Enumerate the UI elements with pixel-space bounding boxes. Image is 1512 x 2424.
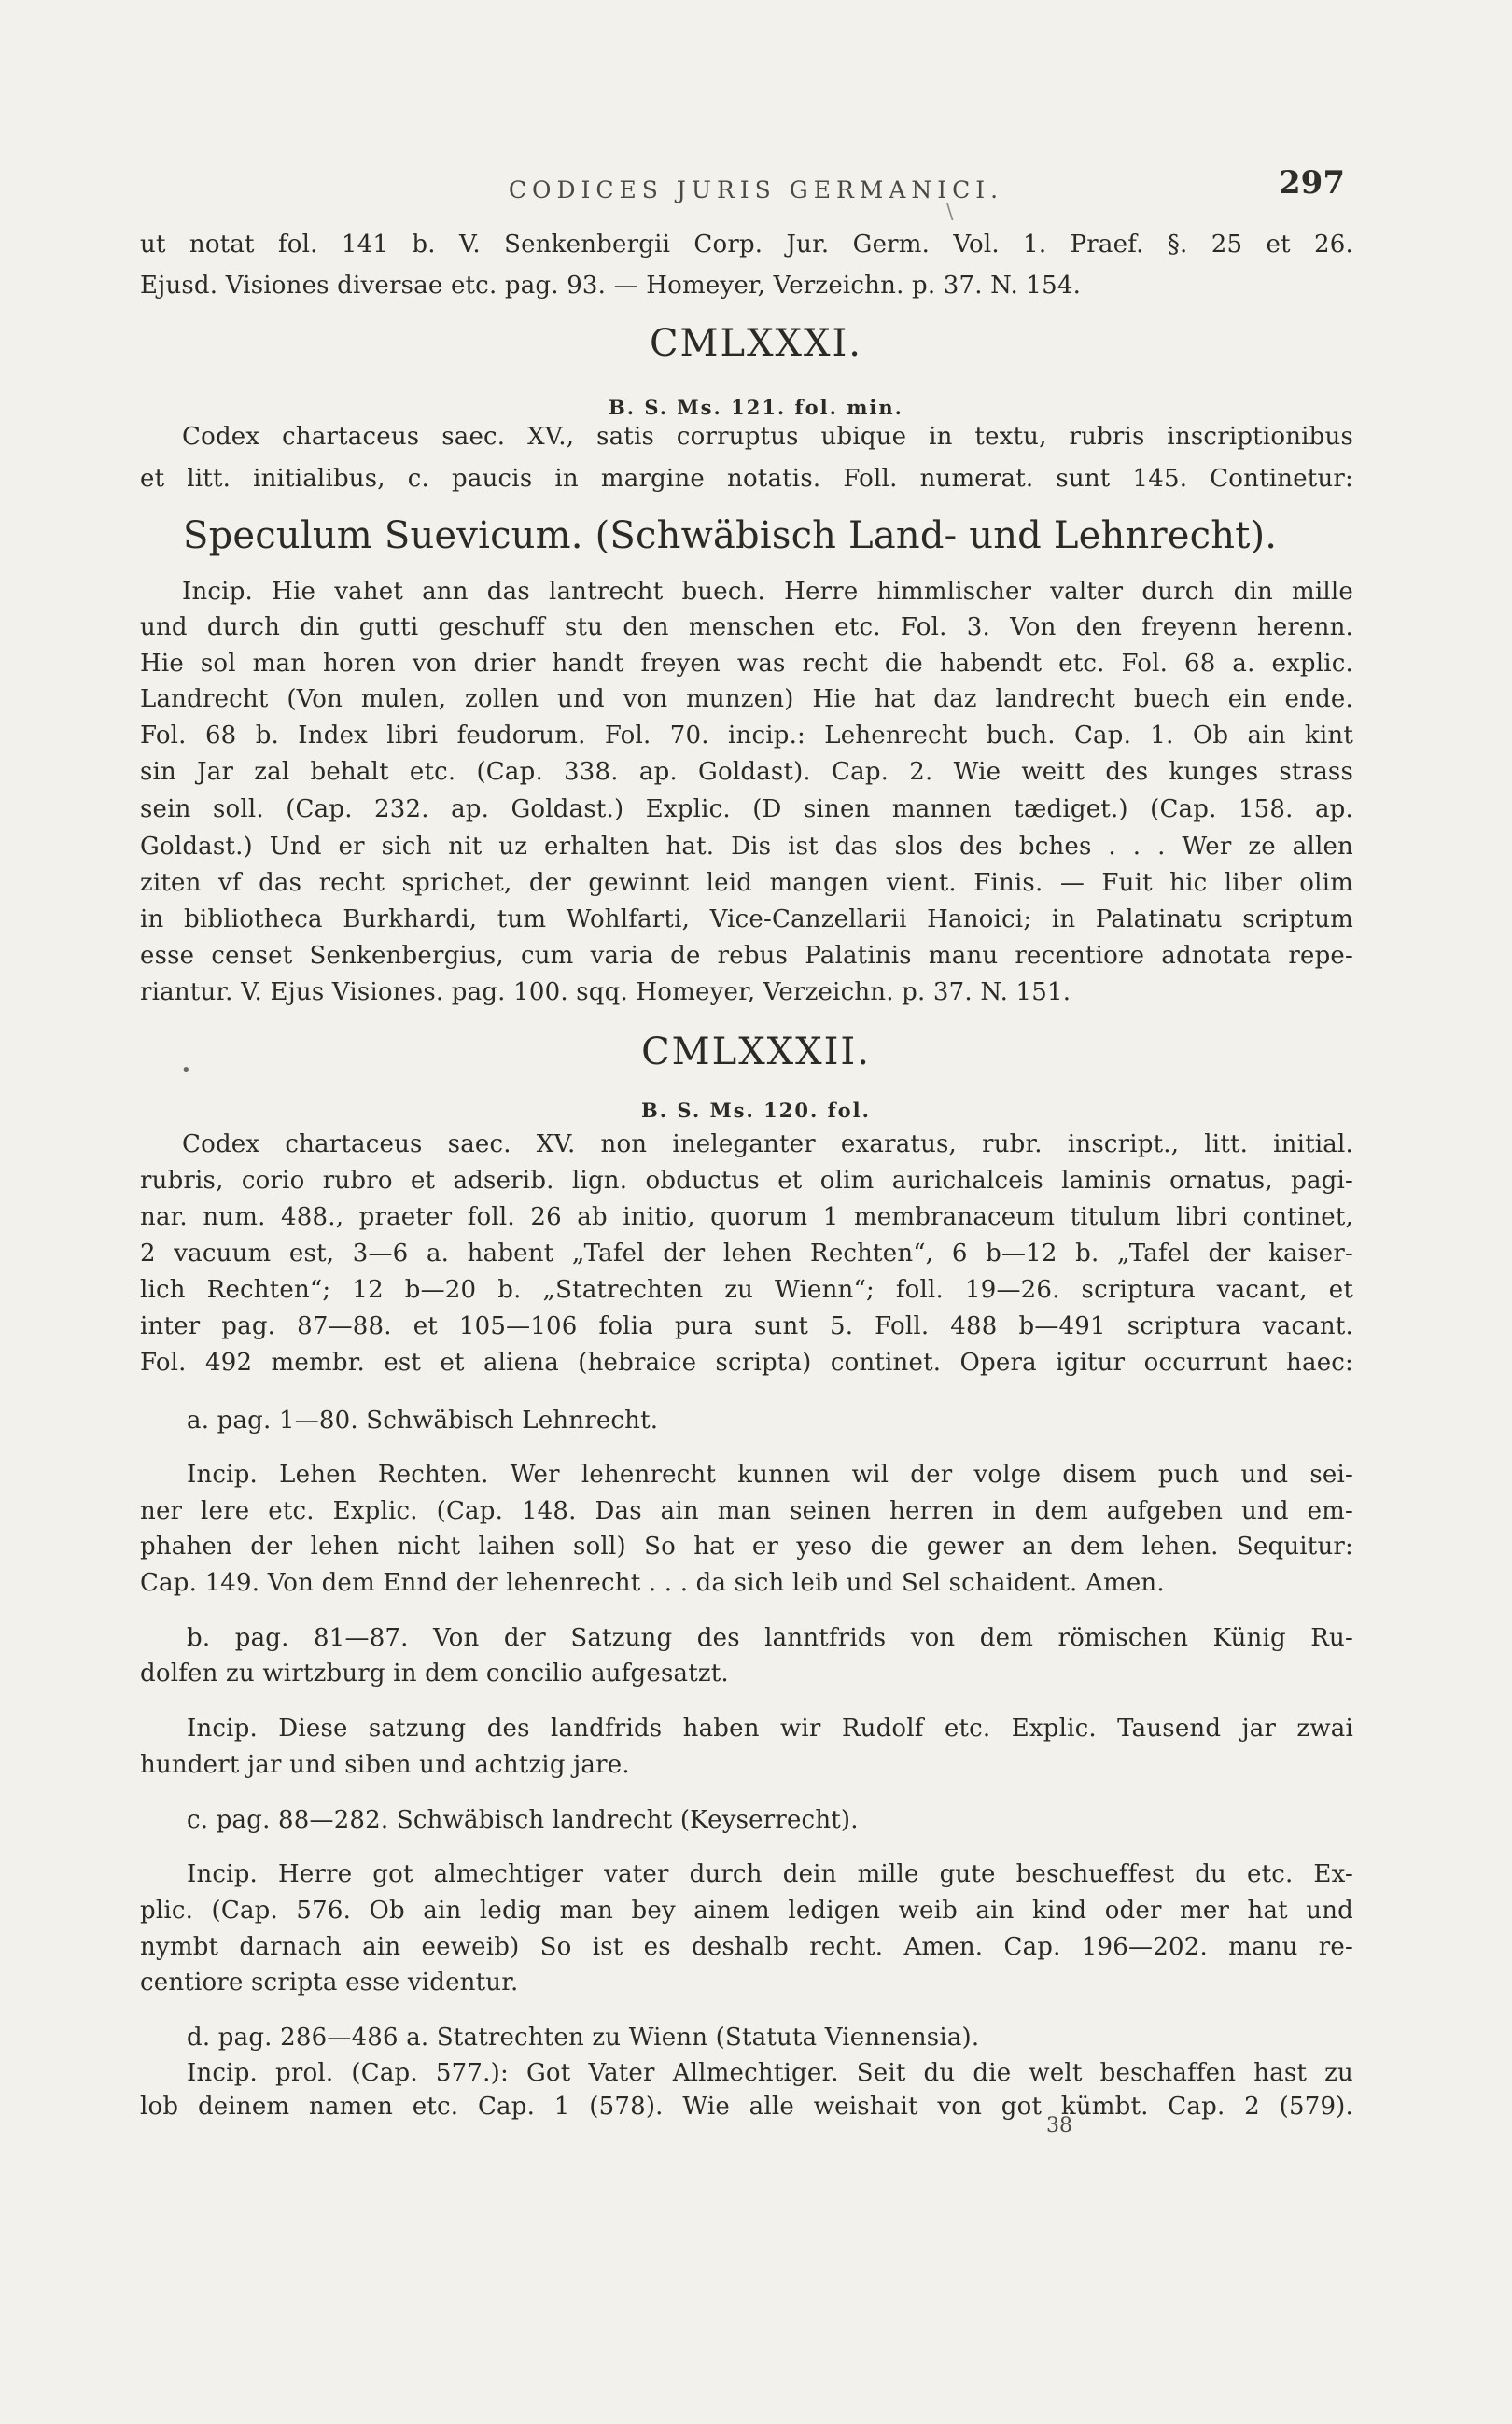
entry-number: CMLXXXII. xyxy=(641,1030,871,1073)
section-heading: a. pag. 1—80. Schwäbisch Lehnrecht. xyxy=(187,1407,659,1435)
description-line: nar. num. 488., praeter foll. 26 ab initio, quorum 1 membranaceum titulum libri continet, xyxy=(140,1203,1353,1231)
text-line: Hie sol man horen von drier handt freyen was recht die habendt etc. Fol. 68 a. explic. xyxy=(140,650,1353,678)
text-line: Fol. 68 b. Index libri feudorum. Fol. 70. incip.: Lehenrecht buch. Cap. 1. Ob ain kint xyxy=(140,722,1353,750)
section-line: Incip. prol. (Cap. 577.): Got Vater Allmechtiger. Seit du die welt beschaffen hast zu xyxy=(187,2059,1353,2087)
section-line: lob deinem namen etc. Cap. 1 (578). Wie alle weishait von got kümbt. Cap. 2 (579). xyxy=(140,2093,1353,2121)
section-line: ner lere etc. Explic. (Cap. 148. Das ain man seinen herren in dem aufgeben und em- xyxy=(140,1497,1353,1525)
text-line: und durch din gutti geschuff stu den menschen etc. Fol. 3. Von den freyenn herenn. xyxy=(140,613,1353,641)
page-number: 297 xyxy=(1279,164,1345,202)
section-line: nymbt darnach ain eeweib) So ist es deshalb recht. Amen. Cap. 196—202. manu re- xyxy=(140,1933,1353,1961)
section-line: phahen der lehen nicht laihen soll) So hat er yeso die gewer an dem lehen. Sequitur: xyxy=(140,1533,1353,1561)
text-line: sin Jar zal behalt etc. (Cap. 338. ap. Goldast). Cap. 2. Wie weitt des kunges strass xyxy=(140,758,1353,786)
section-heading: c. pag. 88—282. Schwäbisch landrecht (Keyserrecht). xyxy=(187,1806,859,1834)
section-heading: b. pag. 81—87. Von der Satzung des lanntfrids von dem römischen Künig Ru- xyxy=(187,1624,1353,1652)
entry-number: CMLXXXI. xyxy=(649,322,863,365)
description-line: Fol. 492 membr. est et aliena (hebraice scripta) continet. Opera igitur occurrunt haec: xyxy=(140,1349,1353,1377)
section-line: Incip. Lehen Rechten. Wer lehenrecht kunnen wil der volge disem puch und sei- xyxy=(187,1461,1353,1489)
section-line: Cap. 149. Von dem Ennd der lehenrecht . . . da sich leib und Sel schaident. Amen. xyxy=(140,1569,1165,1597)
section-line: hundert jar und siben und achtzig jare. xyxy=(140,1751,630,1779)
intro-line: Ejusd. Visiones diversae etc. pag. 93. — Homeyer, Verzeichn. p. 37. N. 154. xyxy=(140,272,1082,300)
description-line: Codex chartaceus saec. XV., satis corruptus ubique in textu, rubris inscriptionibus xyxy=(182,423,1353,451)
section-line: Incip. Diese satzung des landfrids haben wir Rudolf etc. Explic. Tausend jar zwai xyxy=(187,1715,1353,1743)
section-line: plic. (Cap. 576. Ob ain ledig man bey ainem ledigen weib ain kind oder mer hat und xyxy=(140,1897,1353,1925)
text-line: esse censet Senkenbergius, cum varia de rebus Palatinis manu recentiore adnotata repe- xyxy=(140,942,1353,970)
description-line: Codex chartaceus saec. XV. non ineleganter exaratus, rubr. inscript., litt. initial. xyxy=(182,1130,1353,1158)
description-line: rubris, corio rubro et adserib. lign. obductus et olim aurichalceis laminis ornatus, pagi- xyxy=(140,1167,1353,1195)
section-heading: d. pag. 286—486 a. Statrechten zu Wienn (Statuta Viennensia). xyxy=(187,2024,980,2052)
section-line: centiore scripta esse videntur. xyxy=(140,1969,519,1997)
text-line: Landrecht (Von mulen, zollen und von munzen) Hie hat daz landrecht buech ein ende. xyxy=(140,685,1353,713)
gathering-signature: 38 xyxy=(1046,2114,1072,2137)
text-line: Incip. Hie vahet ann das lantrecht buech. Herre himmlischer valter durch din mille xyxy=(182,578,1353,606)
pencil-mark: \ xyxy=(946,201,954,224)
text-line: in bibliotheca Burkhardi, tum Wohlfarti, Vice-Canzellarii Hanoici; in Palatinatu scriptum xyxy=(140,905,1353,933)
text-line: Goldast.) Und er sich nit uz erhalten hat. Dis ist das slos des bches . . . Wer ze allen xyxy=(140,833,1353,861)
work-title: Speculum Suevicum. (Schwäbisch Land- und Lehnrecht). xyxy=(183,514,1278,557)
shelfmark: B. S. Ms. 121. fol. min. xyxy=(609,396,903,419)
intro-line: ut notat fol. 141 b. V. Senkenbergii Corp. Jur. Germ. Vol. 1. Praef. §. 25 et 26. xyxy=(140,231,1353,259)
shelfmark: B. S. Ms. 120. fol. xyxy=(641,1099,871,1122)
text-line: riantur. V. Ejus Visiones. pag. 100. sqq. Homeyer, Verzeichn. p. 37. N. 151. xyxy=(140,978,1071,1006)
description-line: et litt. initialibus, c. paucis in margine notatis. Foll. numerat. sunt 145. Continetur: xyxy=(140,465,1353,493)
stray-mark: • xyxy=(181,1060,191,1080)
description-line: 2 vacuum est, 3—6 a. habent „Tafel der lehen Rechten“, 6 b—12 b. „Tafel der kaiser- xyxy=(140,1240,1353,1268)
description-line: lich Rechten“; 12 b—20 b. „Statrechten zu Wienn“; foll. 19—26. scriptura vacant, et xyxy=(140,1276,1353,1304)
description-line: inter pag. 87—88. et 105—106 folia pura sunt 5. Foll. 488 b—491 scriptura vacant. xyxy=(140,1312,1353,1340)
running-title: CODICES JURIS GERMANICI. xyxy=(508,176,1004,203)
section-heading: dolfen zu wirtzburg in dem concilio aufgesatzt. xyxy=(140,1660,729,1688)
text-line: ziten vf das recht sprichet, der gewinnt leid mangen vient. Finis. — Fuit hic liber olim xyxy=(140,869,1353,897)
section-line: Incip. Herre got almechtiger vater durch dein mille gute beschueffest du etc. Ex- xyxy=(187,1860,1353,1888)
text-line: sein soll. (Cap. 232. ap. Goldast.) Explic. (D sinen mannen tædiget.) (Cap. 158. ap. xyxy=(140,795,1353,823)
